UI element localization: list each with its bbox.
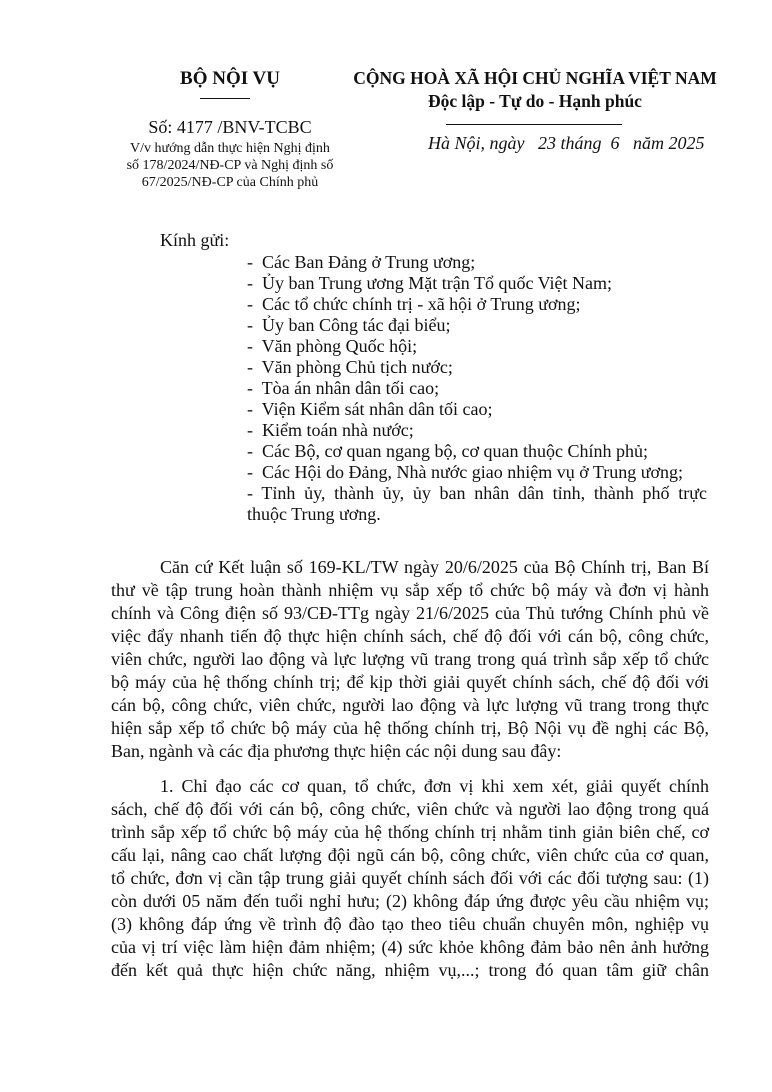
paragraph-line: chính và Công điện số 93/CĐ-TTg ngày 21/6/2025 của Thủ tướng Chính phủ về <box>111 603 709 623</box>
paragraph-line: thư về tập trung hoàn thành nhiệm vụ sắp xếp tổ chức bộ máy và đơn vị hành <box>111 580 709 600</box>
recipient-item: - Các tổ chức chính trị - xã hội ở Trung ương; <box>247 294 581 314</box>
recipient-item: - Các Bộ, cơ quan ngang bộ, cơ quan thuộc Chính phủ; <box>247 441 648 461</box>
recipient-item: - Tỉnh ủy, thành ủy, ủy ban nhân dân tỉnh, thành phố trực <box>247 483 707 503</box>
paragraph-line: hiện sắp xếp tổ chức bộ máy của hệ thống chính trị, Bộ Nội vụ đề nghị các Bộ, <box>111 718 709 738</box>
recipients-label: Kính gửi: <box>160 230 230 250</box>
paragraph-line: bộ máy của hệ thống chính trị; để kịp thời giải quyết chính sách, chế độ đối với <box>111 672 709 692</box>
paragraph-line: tổ chức, đơn vị cần tập trung giải quyết chính sách đối với các đối tượng sau: (1) <box>111 868 709 888</box>
document-subject <box>100 140 360 191</box>
recipient-item: - Viện Kiểm sát nhân dân tối cao; <box>247 399 493 419</box>
paragraph-line: của vị trí việc làm hiện đảm nhiệm; (4) sức khỏe không đảm bảo nên ảnh hưởng <box>111 937 709 957</box>
paragraph-line: đến kết quả thực hiện chức năng, nhiệm vụ,...; trong đó quan tâm giữ chân <box>111 960 709 980</box>
paragraph-line: (3) không đáp ứng về trình độ đào tạo theo tiêu chuẩn chuyên môn, nghiệp vụ <box>111 914 709 934</box>
country-name: CỘNG HOÀ XÃ HỘI CHỦ NGHĨA VIỆT NAM <box>353 68 717 88</box>
motto-underline <box>446 124 622 125</box>
paragraph-line: Căn cứ Kết luận số 169-KL/TW ngày 20/6/2025 của Bộ Chính trị, Ban Bí <box>160 557 709 577</box>
recipient-item: - Các Hội do Đảng, Nhà nước giao nhiệm vụ ở Trung ương; <box>247 462 684 482</box>
recipient-item: thuộc Trung ương. <box>247 504 381 524</box>
recipient-item: - Văn phòng Quốc hội; <box>247 336 418 356</box>
paragraph-line: cấu lại, nâng cao chất lượng đội ngũ cán bộ, công chức, viên chức của cơ quan, <box>111 845 709 865</box>
recipient-item: - Các Ban Đảng ở Trung ương; <box>247 252 476 272</box>
paragraph-line: Ban, ngành và các địa phương thực hiện các nội dung sau đây: <box>111 741 562 761</box>
subject-line: 67/2025/NĐ-CP của Chính phủ <box>141 175 319 190</box>
paragraph-line: trình sắp xếp tổ chức bộ máy của hệ thống chính trị nhằm tinh giản biên chế, cơ <box>111 822 709 842</box>
subject-line: số 178/2024/NĐ-CP và Nghị định số <box>126 158 334 173</box>
national-motto: Độc lập - Tự do - Hạnh phúc <box>428 91 642 111</box>
recipient-item: - Tòa án nhân dân tối cao; <box>247 378 440 398</box>
issue-date: Hà Nội, ngày 23 tháng 6 năm 2025 <box>428 133 705 153</box>
paragraph-line: 1. Chỉ đạo các cơ quan, tổ chức, đơn vị khi xem xét, giải quyết chính <box>160 776 709 796</box>
recipient-item: - Văn phòng Chủ tịch nước; <box>247 357 453 377</box>
recipient-item: - Ủy ban Công tác đại biểu; <box>247 315 451 335</box>
paragraph-line: còn dưới 05 năm đến tuổi nghỉ hưu; (2) không đáp ứng được yêu cầu nhiệm vụ; <box>111 891 709 911</box>
recipient-item: - Ủy ban Trung ương Mặt trận Tổ quốc Việt Nam; <box>247 273 613 293</box>
document-number: Số: 4177 /BNV-TCBC <box>148 117 312 137</box>
agency-underline <box>200 98 250 99</box>
agency-name: BỘ NỘI VỤ <box>180 68 280 89</box>
paragraph-line: sách, chế độ đối với cán bộ, công chức, viên chức và người lao động trong quá <box>111 799 709 819</box>
recipient-item: - Kiểm toán nhà nước; <box>247 420 414 440</box>
paragraph-line: việc đẩy nhanh tiến độ thực hiện chính sách, chế độ đối với cán bộ, công chức, <box>111 626 709 646</box>
paragraph-line: viên chức, người lao động và lực lượng vũ trang trong quá trình sắp xếp tổ chức <box>111 649 709 669</box>
paragraph-line: cán bộ, công chức, viên chức, người lao động và lực lượng vũ trang trong thực <box>111 695 709 715</box>
subject-line: V/v hướng dẫn thực hiện Nghị định <box>130 141 330 156</box>
